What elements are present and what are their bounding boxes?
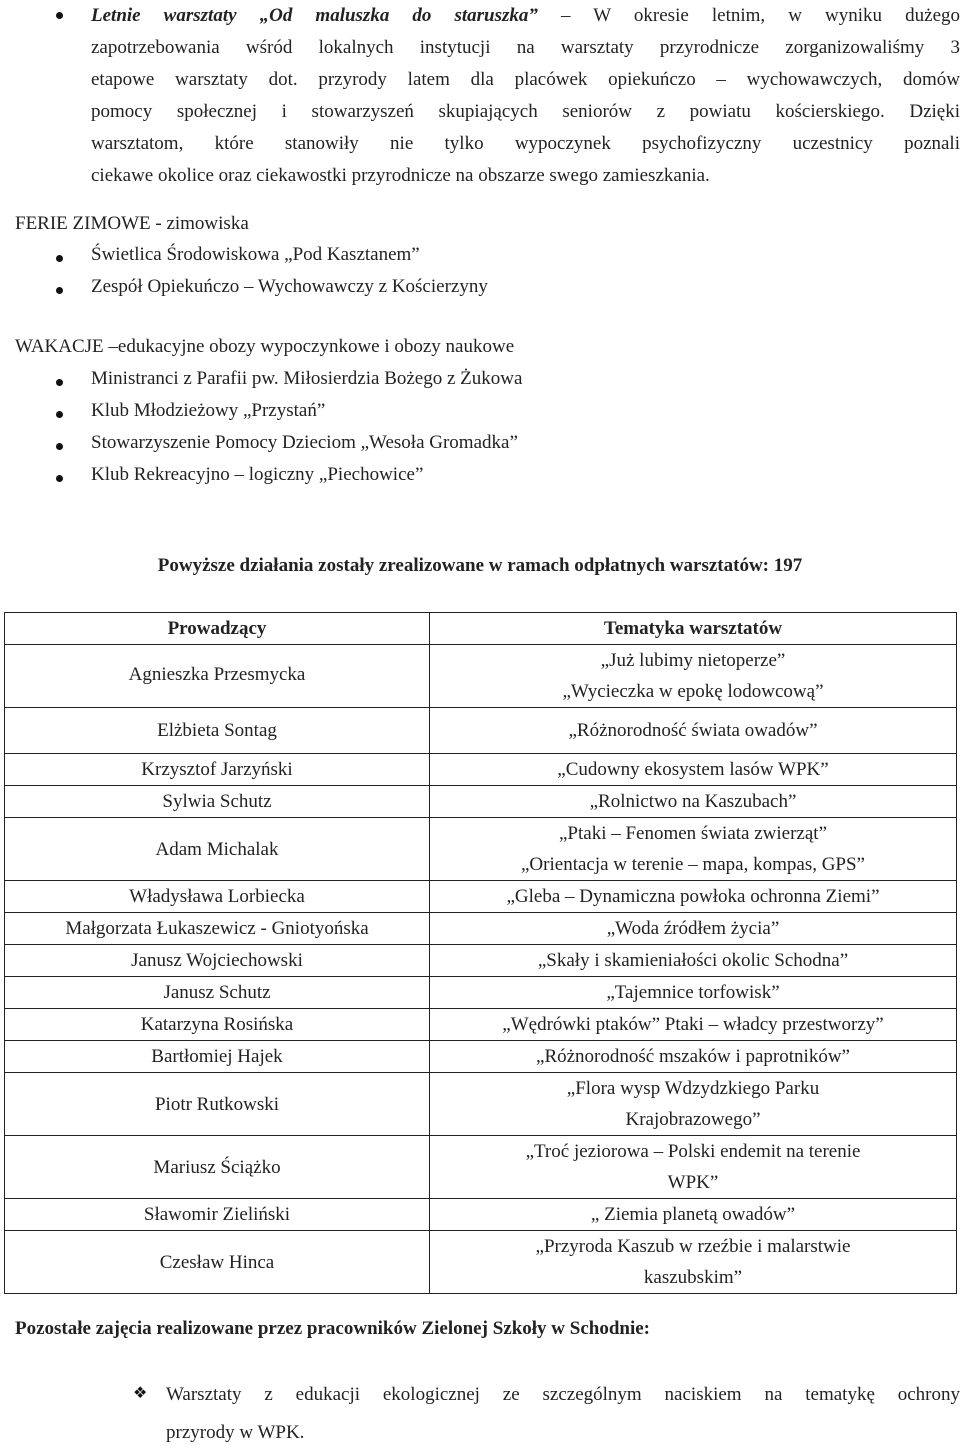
table-row [5, 1073, 957, 1136]
diamond-bullet-icon: ❖ [133, 1383, 148, 1402]
instructor-cell: Janusz Schutz [5, 977, 430, 1009]
table-row [5, 913, 957, 945]
footer-line: Warsztaty z edukacji ekologicznej ze szczególnym naciskiem na tematykę ochrony [166, 1384, 960, 1405]
summer-item: Klub Rekreacyjno – logiczny „Piechowice” [91, 464, 424, 485]
footer-heading: Pozostałe zajęcia realizowane przez pracowników Zielonej Szkoły w Schodnie: [15, 1318, 650, 1339]
topic-cell [430, 818, 957, 881]
topic-line: „Flora wysp Wdzydzkiego Parku [566, 1078, 820, 1099]
table-row [5, 1009, 957, 1041]
intro-line-1-rest: – W okresie letnim, w wyniku dużego [537, 5, 960, 26]
instructor-cell: Bartłomiej Hajek [5, 1041, 430, 1073]
table-row [5, 645, 957, 708]
table-row [5, 945, 957, 977]
table-row [5, 1041, 957, 1073]
winter-item: Świetlica Środowiskowa „Pod Kasztanem” [91, 244, 420, 265]
table-row [5, 1199, 957, 1231]
winter-bullet-icon [56, 255, 63, 262]
instructor-cell: Elżbieta Sontag [5, 708, 430, 754]
summer-item: Stowarzyszenie Pomocy Dzieciom „Wesoła Gromadka” [91, 432, 518, 453]
topic-cell [430, 1231, 957, 1294]
topic-cell: „Różnorodność mszaków i paprotników” [430, 1041, 957, 1073]
footer-item [166, 1376, 960, 1452]
topic-line: „Orientacja w terenie – mapa, kompas, GPS” [521, 854, 865, 875]
intro-title: Letnie warsztaty „Od maluszka do staruszka” [91, 5, 538, 26]
summary-line: Powyższe działania zostały zrealizowane w ramach odpłatnych warsztatów: 197 [157, 555, 803, 576]
instructor-cell: Małgorzata Łukaszewicz - Gniotyońska [5, 913, 430, 945]
topic-cell: „Gleba – Dynamiczna powłoka ochronna Ziemi” [430, 881, 957, 913]
table-row [5, 977, 957, 1009]
topic-cell: „Woda źródłem życia” [430, 913, 957, 945]
table-row [5, 881, 957, 913]
footer-line: przyrody w WPK. [166, 1422, 305, 1443]
instructor-cell: Katarzyna Rosińska [5, 1009, 430, 1041]
topic-cell [430, 1073, 957, 1136]
topic-line: „Troć jeziorowa – Polski endemit na terenie [525, 1141, 861, 1162]
table-row [5, 818, 957, 881]
workshops-table [4, 612, 957, 1294]
intro-line: ciekawe okolice oraz ciekawostki przyrodnicze na obszarze swego zamieszkania. [91, 165, 710, 186]
intro-line: warsztatom, które stanowiły nie tylko wypoczynek psychofizyczny uczestnicy poznali [91, 133, 960, 154]
topic-cell: „Cudowny ekosystem lasów WPK” [430, 754, 957, 786]
table-row [5, 1231, 957, 1294]
table-row [5, 786, 957, 818]
topic-cell: „Rolnictwo na Kaszubach” [430, 786, 957, 818]
topic-line: Krajobrazowego” [625, 1109, 761, 1130]
summer-bullet-icon [56, 411, 63, 418]
topic-line: „Ptaki – Fenomen świata zwierząt” [558, 823, 827, 844]
topic-cell [430, 645, 957, 708]
topic-cell: „Różnorodność świata owadów” [430, 708, 957, 754]
winter-bullet-icon [56, 287, 63, 294]
topic-cell: „Wędrówki ptaków” Ptaki – władcy przestworzy” [430, 1009, 957, 1041]
intro-line: zapotrzebowania wśród lokalnych instytucji na warsztaty przyrodnicze zorganizowaliśmy 3 [91, 37, 960, 58]
intro-line: pomocy społecznej i stowarzyszeń skupiających seniorów z powiatu kościerskiego. Dzięki [91, 101, 960, 122]
summer-bullet-icon [56, 475, 63, 482]
instructor-cell: Piotr Rutkowski [5, 1073, 430, 1136]
winter-heading: FERIE ZIMOWE - zimowiska [15, 213, 249, 234]
table-row [5, 708, 957, 754]
summer-heading: WAKACJE –edukacyjne obozy wypoczynkowe i obozy naukowe [15, 336, 515, 357]
table-row [5, 613, 957, 645]
summer-bullet-icon [56, 443, 63, 450]
instructor-cell: Adam Michalak [5, 818, 430, 881]
intro-bullet-icon [56, 12, 63, 19]
intro-paragraph [91, 0, 960, 192]
summer-item: Ministranci z Parafii pw. Miłosierdzia Bożego z Żukowa [91, 368, 523, 389]
instructor-cell: Czesław Hinca [5, 1231, 430, 1294]
topic-line: „Już lubimy nietoperze” [600, 650, 786, 671]
instructor-cell: Władysława Lorbiecka [5, 881, 430, 913]
topic-cell: „ Ziemia planetą owadów” [430, 1199, 957, 1231]
intro-line: etapowe warsztaty dot. przyrody latem dla placówek opiekuńczo – wychowawczych, domów [91, 69, 960, 90]
instructor-cell: Agnieszka Przesmycka [5, 645, 430, 708]
summer-bullet-icon [56, 379, 63, 386]
topic-cell [430, 1136, 957, 1199]
topic-cell: „Tajemnice torfowisk” [430, 977, 957, 1009]
instructor-cell: Krzysztof Jarzyński [5, 754, 430, 786]
instructor-cell: Sylwia Schutz [5, 786, 430, 818]
topic-line: „Wycieczka w epokę lodowcową” [562, 681, 824, 702]
topic-cell: „Skały i skamieniałości okolic Schodna” [430, 945, 957, 977]
table-row [5, 1136, 957, 1199]
instructor-cell: Janusz Wojciechowski [5, 945, 430, 977]
table-header-topic: Tematyka warsztatów [430, 613, 957, 645]
intro-line-1 [91, 0, 960, 32]
instructor-cell: Sławomir Zieliński [5, 1199, 430, 1231]
topic-line: „Przyroda Kaszub w rzeźbie i malarstwie [535, 1236, 851, 1257]
topic-line: WPK” [667, 1172, 719, 1193]
table-header-instructor: Prowadzący [5, 613, 430, 645]
topic-line: kaszubskim” [643, 1267, 743, 1288]
instructor-cell: Mariusz Ściążko [5, 1136, 430, 1199]
winter-item: Zespół Opiekuńczo – Wychowawczy z Kościerzyny [91, 276, 488, 297]
summer-item: Klub Młodzieżowy „Przystań” [91, 400, 326, 421]
table-row [5, 754, 957, 786]
